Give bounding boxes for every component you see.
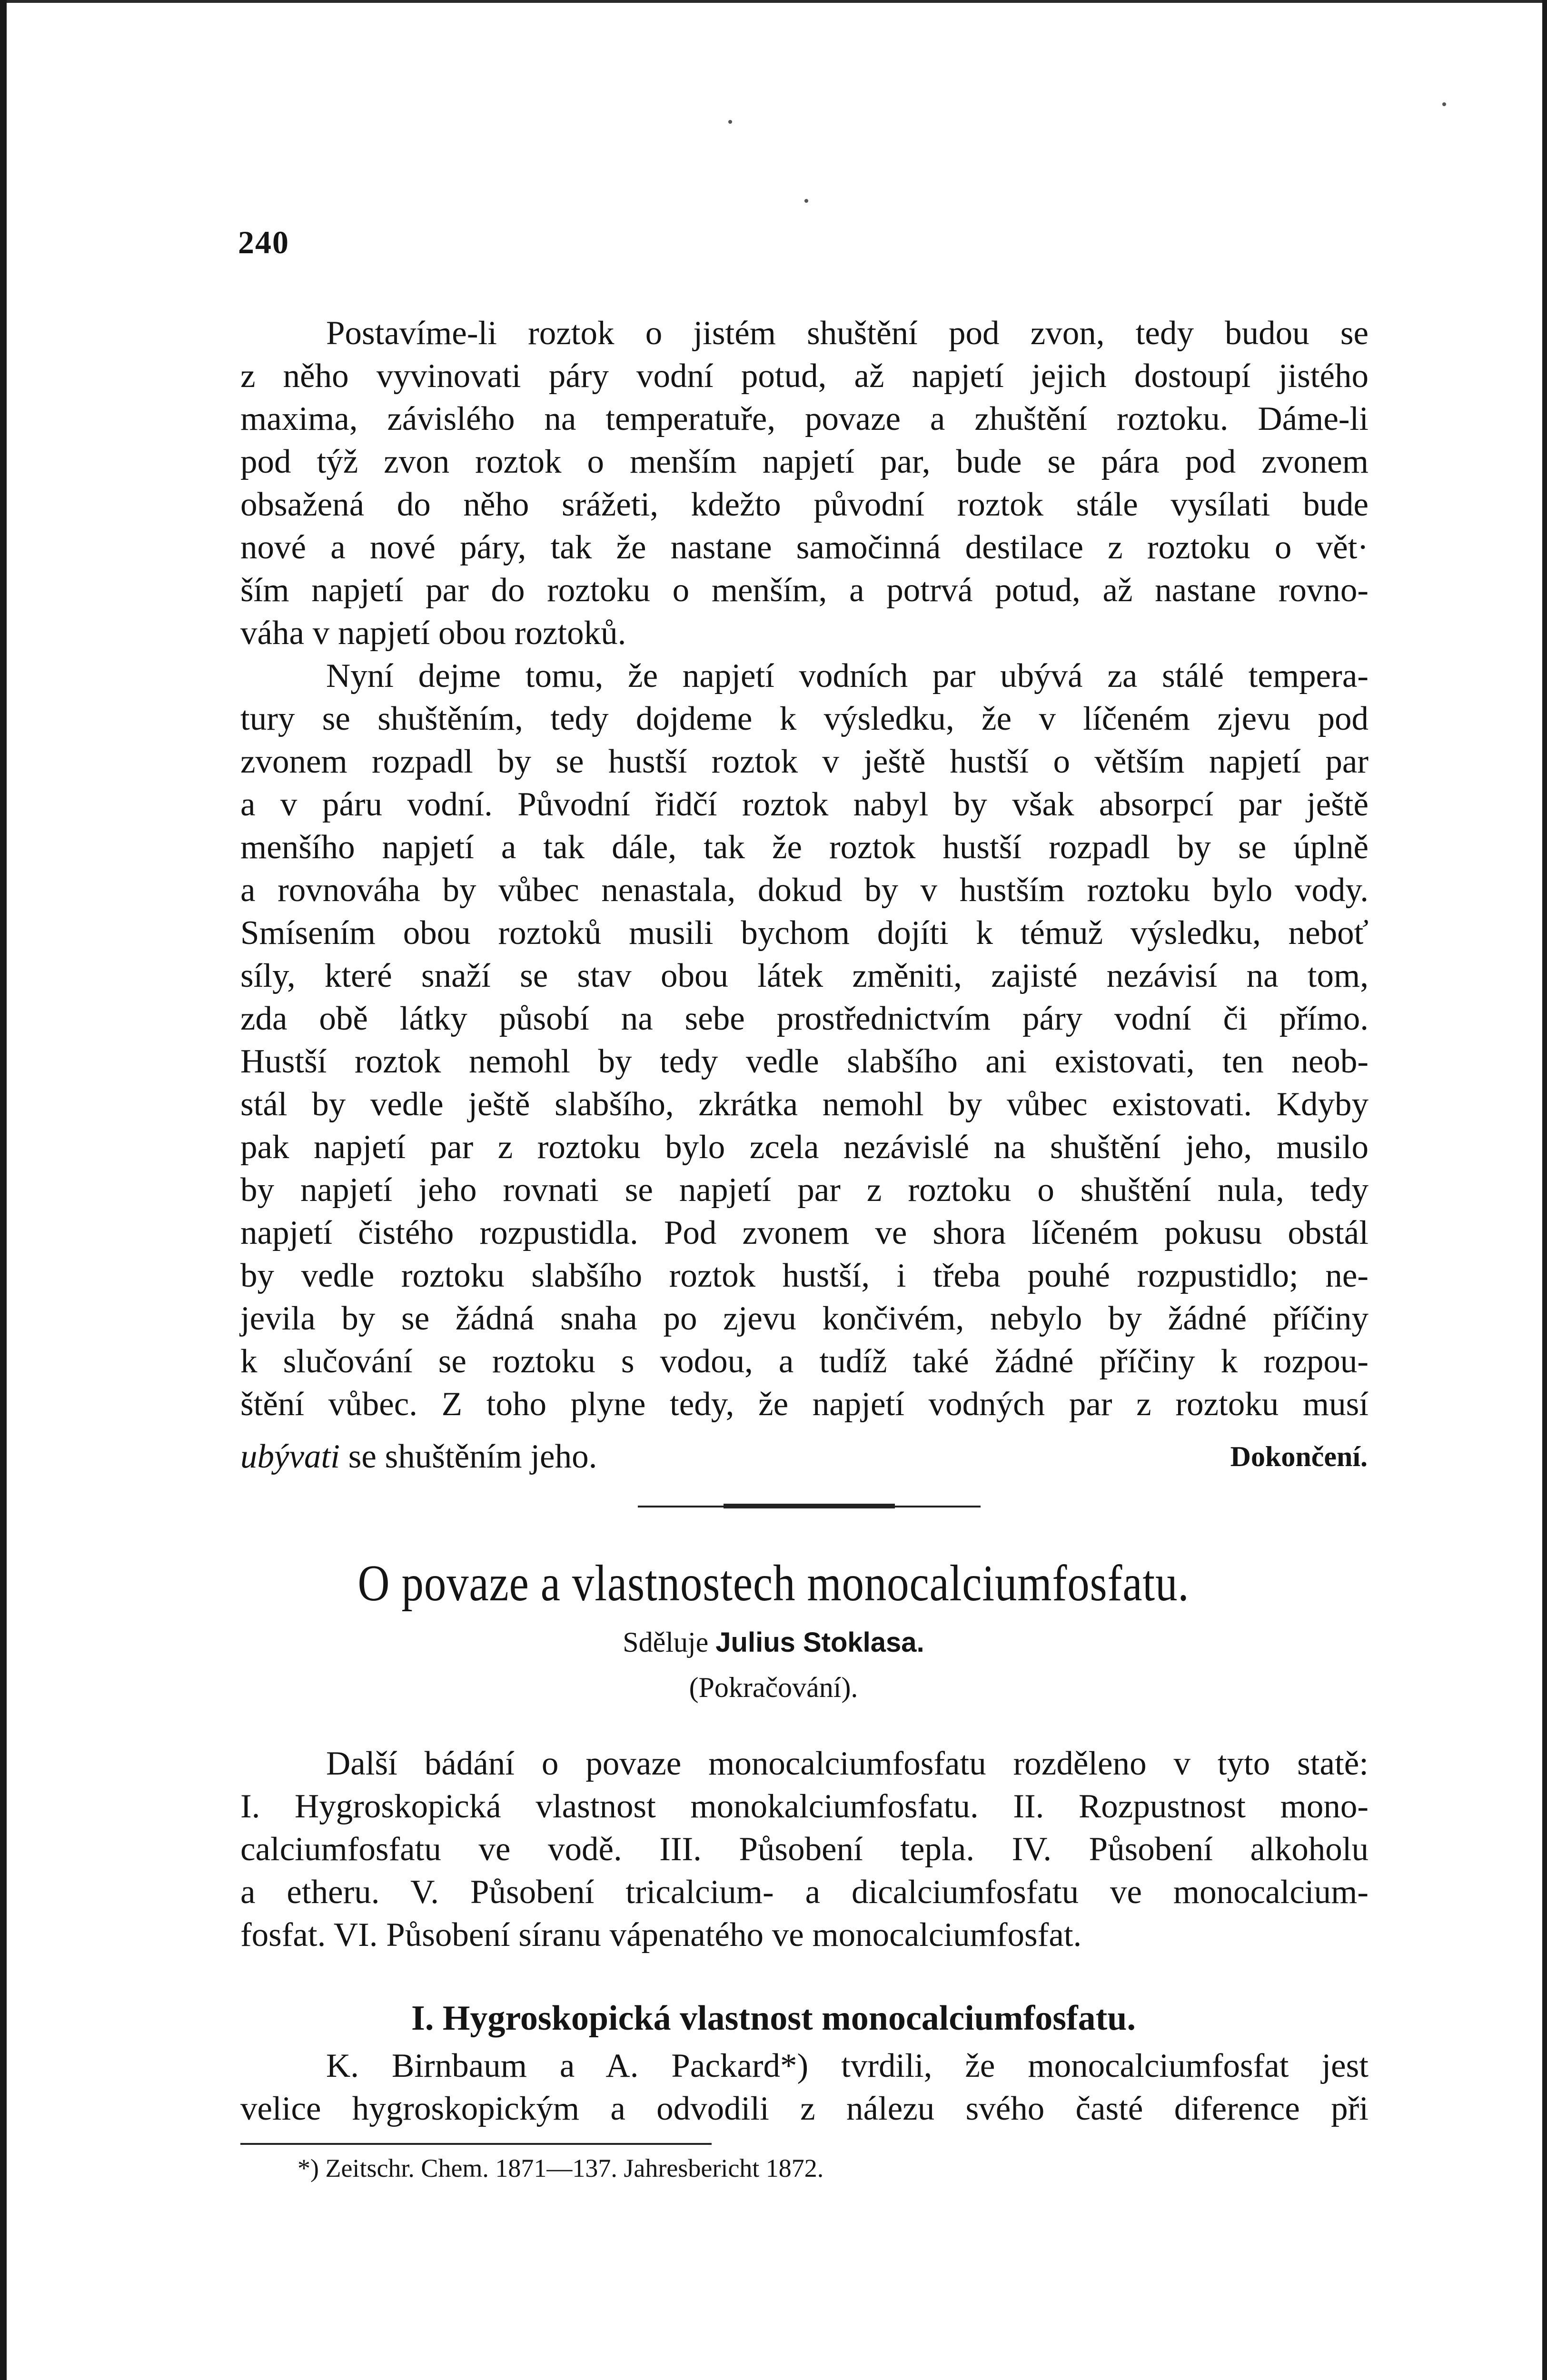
text-line: tury se shuštěním, tedy dojdeme k výsledku, že v líčeném zjevu pod — [240, 700, 1368, 737]
text-line: napjetí čistého rozpustidla. Pod zvonem ve shora líčeném pokusu obstál — [240, 1214, 1368, 1251]
divider-rule-thick — [724, 1504, 895, 1508]
text-line: Hustší roztok nemohl by tedy vedle slabšího ani existovati, ten neob- — [240, 1043, 1368, 1080]
text-line: k slučování se roztoku s vodou, a tudíž také žádné příčiny k rozpou- — [240, 1343, 1368, 1380]
text-line: fosfat. VI. Působení síranu vápenatého ve monocalciumfosfat. — [240, 1916, 1082, 1954]
text-line: ším napjetí par do roztoku o menším, a potrvá potud, až nastane rovno- — [240, 572, 1368, 609]
text-line: a etheru. V. Působení tricalcium- a dicalciumfosfatu ve monocalcium- — [240, 1874, 1368, 1911]
speck — [728, 120, 732, 124]
speck — [1442, 102, 1446, 106]
text-line: pod týž zvon roztok o menším napjetí par, bude se pára pod zvonem — [240, 443, 1368, 480]
paragraph-3 — [240, 1742, 1368, 1956]
text-line: štění vůbec. Z toho plyne tedy, že napjetí vodných par z roztoku musí — [240, 1386, 1368, 1423]
text-line: a rovnováha by vůbec nenastala, dokud by v hustším roztoku bylo vody. — [240, 872, 1368, 909]
text-line: obsažená do něho srážeti, kdežto původní roztok stále vysílati bude — [240, 486, 1368, 523]
continued-note: (Pokračování). — [689, 1672, 858, 1703]
italic-word: ubývati — [240, 1438, 340, 1475]
text-line: by vedle roztoku slabšího roztok hustší, i třeba pouhé rozpustidlo; ne- — [240, 1257, 1368, 1294]
text-line: a v páru vodní. Původní řidčí roztok nabyl by však absorpcí par ještě — [240, 786, 1368, 823]
paragraph-1 — [240, 312, 1368, 654]
page-number: 240 — [238, 224, 289, 260]
text-line: zda obě látky působí na sebe prostřednictvím páry vodní či přímo. — [240, 1000, 1368, 1037]
text-line: nové a nové páry, tak že nastane samočinná destilace z roztoku o vět· — [240, 529, 1368, 566]
section-heading: I. Hygroskopická vlastnost monocalciumfosfatu. — [411, 1999, 1136, 2038]
speck — [804, 199, 808, 203]
author-name: Julius Stoklasa. — [715, 1627, 924, 1658]
text-line: z něho vyvinovati páry vodní potud, až napjetí jejich dostoupí jistého — [240, 357, 1368, 395]
text-line: by napjetí jeho rovnati se napjetí par z roztoku o shuštění nula, tedy — [240, 1171, 1368, 1209]
paragraph-4 — [240, 2044, 1368, 2130]
text-line: I. Hygroskopická vlastnost monokalciumfosfatu. II. Rozpustnost mono- — [240, 1788, 1368, 1825]
article-title: O povaze a vlastnostech monocalciumfosfatu. — [357, 1555, 1190, 1612]
text-line: jevila by se žádná snaha po zjevu končivém, nebylo by žádné příčiny — [240, 1300, 1368, 1337]
paragraph-2 — [240, 654, 1368, 1426]
text-line: pak napjetí par z roztoku bylo zcela nezávislé na shuštění jeho, musilo — [240, 1129, 1368, 1166]
text-line: Postavíme-li roztok o jistém shuštění pod zvon, tedy budou se — [326, 315, 1368, 352]
text-line: síly, které snaží se stav obou látek změniti, zajisté nezávisí na tom, — [240, 957, 1368, 994]
text-line: maxima, závislého na temperatuře, povaze a zhuštění roztoku. Dáme-li — [240, 400, 1368, 437]
scan-edge-top — [0, 0, 1547, 3]
text-line: Další bádání o povaze monocalciumfosfatu rozděleno v tyto statě: — [326, 1745, 1368, 1782]
text-line: K. Birnbaum a A. Packard*) tvrdili, že monocalciumfosfat jest — [326, 2047, 1368, 2084]
text-line: zvonem rozpadl by se hustší roztok v ještě hustší o větším napjetí par — [240, 743, 1368, 780]
text-line: váha v napjetí obou roztoků. — [240, 615, 626, 652]
text-line: Smísením obou roztoků musili bychom dojíti k témuž výsledku, neboť — [240, 914, 1368, 952]
section-divider — [638, 1502, 981, 1511]
text-line: calciumfosfatu ve vodě. III. Působení tepla. IV. Působení alkoholu — [240, 1831, 1368, 1868]
closing-text — [240, 1435, 597, 1478]
closing-text-rest: se shuštěním jeho. — [339, 1438, 597, 1475]
footnote-rule — [240, 2143, 712, 2145]
end-note: Dokončení. — [1230, 1441, 1368, 1472]
text-line: Nyní dejme tomu, že napjetí vodních par ubývá za stálé tempera- — [326, 657, 1368, 694]
footnote: *) Zeitschr. Chem. 1871—137. Jahresbericht 1872. — [298, 2154, 824, 2182]
text-line: menšího napjetí a tak dále, tak že roztok hustší rozpadl by se úplně — [240, 829, 1368, 866]
text-line: velice hygroskopickým a odvodili z nálezu svého časté diference při — [240, 2090, 1368, 2127]
paragraph-2-closing-line — [240, 1435, 1368, 1478]
text-line: stál by vedle ještě slabšího, zkrátka nemohl by vůbec existovati. Kdyby — [240, 1086, 1368, 1123]
byline-prefix: Sděluje — [623, 1626, 716, 1658]
byline — [0, 1623, 1547, 1662]
